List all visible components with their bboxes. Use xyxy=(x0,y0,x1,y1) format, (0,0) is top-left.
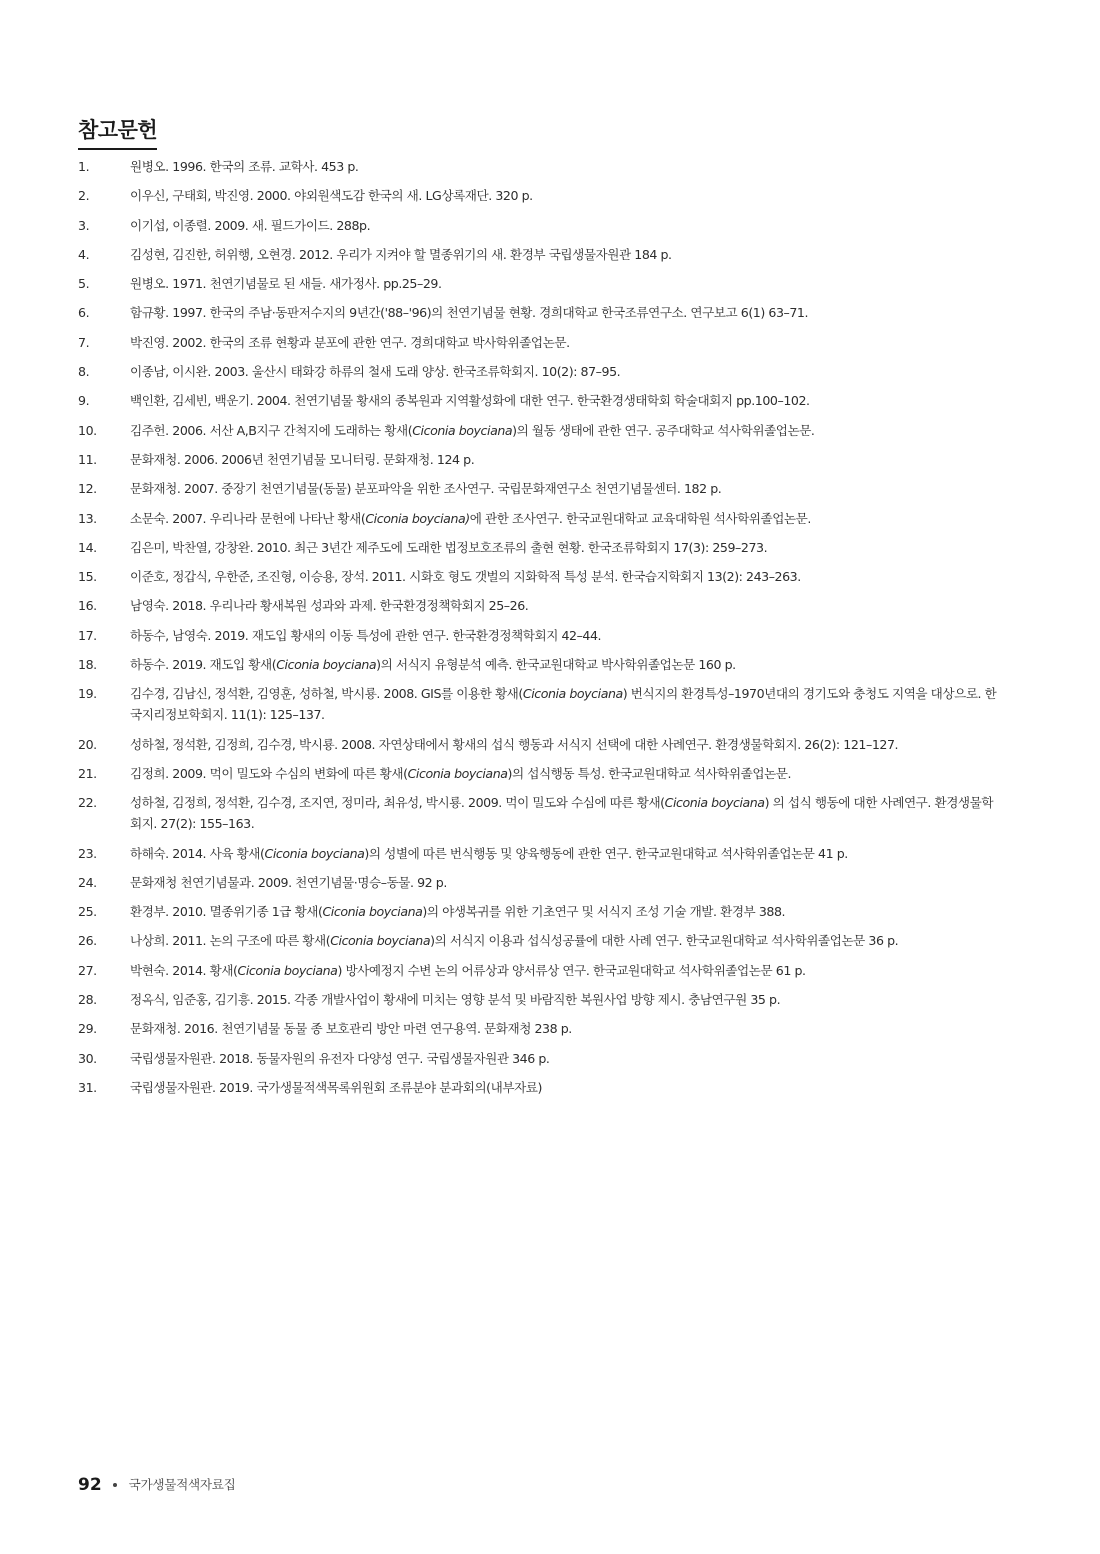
reference-text xyxy=(130,273,998,294)
species-name-italic: Ciconia boyciana xyxy=(276,657,377,673)
reference-item xyxy=(78,734,998,755)
reference-item xyxy=(78,1018,998,1039)
reference-text-segment: )의 서식지 유형분석 예측. 한국교원대학교 박사학위졸업논문 160 p. xyxy=(376,657,736,673)
reference-item xyxy=(78,683,998,725)
reference-text xyxy=(130,566,998,587)
reference-number: 29. xyxy=(78,1021,97,1037)
reference-text-segment: )의 성별에 따른 번식행동 및 양육행동에 관한 연구. 한국교원대학교 석사학위졸업논문 41 p. xyxy=(364,845,848,861)
reference-text-segment: 성하철, 김정희, 정석환, 김수경, 조지연, 정미라, 최유성, 박시룡. 2009. 먹이 밀도와 수심에 따른 황새( xyxy=(130,795,665,811)
reference-text-segment: 환경부. 2010. 멸종위기종 1급 황새( xyxy=(130,904,323,920)
reference-text-segment: 국립생물자원관. 2019. 국가생물적색목록위원회 조류분야 분과회의(내부자료) xyxy=(130,1079,542,1095)
reference-text-segment: ) 방사예정지 수변 논의 어류상과 양서류상 연구. 한국교원대학교 석사학위졸업논문 61 p. xyxy=(337,962,806,978)
reference-text xyxy=(130,960,998,981)
reference-list xyxy=(78,156,998,1106)
reference-text-segment: ) 의 섭식 행동에 대한 사례연구. 환경생물학회지. 27(2): 155–163. xyxy=(130,795,994,832)
reference-item xyxy=(78,792,998,834)
reference-item xyxy=(78,449,998,470)
reference-item xyxy=(78,420,998,441)
reference-item xyxy=(78,478,998,499)
reference-number: 14. xyxy=(78,539,97,555)
reference-item xyxy=(78,654,998,675)
reference-number: 8. xyxy=(78,364,90,380)
reference-number: 20. xyxy=(78,736,97,752)
reference-text xyxy=(130,734,998,755)
reference-text xyxy=(130,1048,998,1069)
reference-number: 23. xyxy=(78,845,97,861)
reference-number: 16. xyxy=(78,598,97,614)
reference-number: 7. xyxy=(78,334,90,350)
reference-text-segment: 하동수. 2019. 재도입 황새( xyxy=(130,657,277,673)
reference-number: 27. xyxy=(78,962,97,978)
reference-text xyxy=(130,390,998,411)
page-title: 참고문헌 xyxy=(78,117,157,150)
reference-text xyxy=(130,843,998,864)
reference-item xyxy=(78,843,998,864)
reference-text xyxy=(130,683,998,725)
reference-item xyxy=(78,508,998,529)
reference-text xyxy=(130,302,998,323)
reference-item xyxy=(78,960,998,981)
reference-number: 28. xyxy=(78,992,97,1008)
page-number: 92 xyxy=(78,1475,102,1495)
reference-number: 13. xyxy=(78,510,97,526)
reference-text xyxy=(130,508,998,529)
reference-text xyxy=(130,449,998,470)
reference-number: 5. xyxy=(78,276,90,292)
reference-number: 31. xyxy=(78,1079,97,1095)
reference-item xyxy=(78,901,998,922)
reference-item xyxy=(78,625,998,646)
reference-text-segment: 하해숙. 2014. 사육 황새( xyxy=(130,845,265,861)
reference-text-segment: 원병오. 1996. 한국의 조류. 교학사. 453 p. xyxy=(130,159,359,174)
species-name-italic: Ciconia boyciana xyxy=(237,962,338,978)
reference-text-segment: )의 섭식행동 특성. 한국교원대학교 석사학위졸업논문. xyxy=(507,765,792,781)
reference-number: 15. xyxy=(78,569,97,585)
reference-text-segment: 하동수, 남영숙. 2019. 재도입 황새의 이동 특성에 관한 연구. 한국환경정책학회지 42–44. xyxy=(130,627,602,643)
reference-text-segment: 에 관한 조사연구. 한국교원대학교 교육대학원 석사학위졸업논문. xyxy=(469,510,811,526)
reference-text-segment: )의 서식지 이용과 섭식성공률에 대한 사례 연구. 한국교원대학교 석사학위졸업논문 36 p. xyxy=(430,933,899,949)
reference-number: 12. xyxy=(78,481,97,497)
species-name-italic: Ciconia boyciana xyxy=(322,904,423,920)
species-name-italic: Ciconia boyciana xyxy=(407,765,508,781)
reference-text-segment: 문화재청 천연기념물과. 2009. 천연기념물·명승–동물. 92 p. xyxy=(130,874,447,890)
reference-text xyxy=(130,989,998,1010)
reference-text-segment: 이우신, 구태회, 박진영. 2000. 야외원색도감 한국의 새. LG상록재단. 320 p. xyxy=(130,188,533,204)
reference-item xyxy=(78,872,998,893)
reference-number: 6. xyxy=(78,305,90,321)
reference-item xyxy=(78,566,998,587)
reference-text xyxy=(130,763,998,784)
publication-title: 국가생물적색자료집 xyxy=(128,1477,236,1492)
reference-text-segment: 박진영. 2002. 한국의 조류 현황과 분포에 관한 연구. 경희대학교 박사학위졸업논문. xyxy=(130,334,570,350)
reference-number: 25. xyxy=(78,904,97,920)
reference-text-segment: 함규황. 1997. 한국의 주남·동판저수지의 9년간('88–'96)의 천연기념물 현황. 경희대학교 한국조류연구소. 연구보고 6(1) 63–71. xyxy=(130,305,809,321)
reference-item xyxy=(78,763,998,784)
reference-text-segment: 백인환, 김세빈, 백운기. 2004. 천연기념물 황새의 종복원과 지역활성화에 대한 연구. 한국환경생태학회 학술대회지 pp.100–102. xyxy=(130,393,810,409)
reference-text xyxy=(130,185,998,206)
page-footer xyxy=(78,1474,235,1496)
reference-number: 3. xyxy=(78,217,90,233)
reference-item xyxy=(78,1077,998,1098)
reference-text-segment: 성하철, 정석환, 김정희, 김수경, 박시룡. 2008. 자연상태에서 황새의 섭식 행동과 서식지 선택에 대한 사례연구. 환경생물학회지. 26(2): 121–127. xyxy=(130,736,899,752)
reference-text xyxy=(130,1018,998,1039)
reference-number: 9. xyxy=(78,393,90,409)
reference-text xyxy=(130,792,998,834)
reference-item xyxy=(78,273,998,294)
reference-item xyxy=(78,537,998,558)
reference-text-segment: 이준호, 정갑식, 우한준, 조진형, 이승용, 장석. 2011. 시화호 형도 갯벌의 지화학적 특성 분석. 한국습지학회지 13(2): 243–263. xyxy=(130,569,801,585)
reference-text xyxy=(130,654,998,675)
species-name-italic: Ciconia boyciana xyxy=(264,845,365,861)
reference-text xyxy=(130,332,998,353)
reference-number: 10. xyxy=(78,422,97,438)
reference-number: 1. xyxy=(78,159,90,174)
reference-number: 18. xyxy=(78,657,97,673)
reference-text-segment: 김은미, 박찬열, 강창완. 2010. 최근 3년간 제주도에 도래한 법정보호조류의 출현 현황. 한국조류학회지 17(3): 259–273. xyxy=(130,539,768,555)
reference-item xyxy=(78,332,998,353)
reference-text-segment: )의 월동 생태에 관한 연구. 공주대학교 석사학위졸업논문. xyxy=(512,422,815,438)
reference-text-segment: 김수경, 김남신, 정석환, 김영훈, 성하철, 박시룡. 2008. GIS를 이용한 황새( xyxy=(130,686,523,702)
reference-text-segment: 문화재청. 2006. 2006년 천연기념물 모니터링. 문화재청. 124 p. xyxy=(130,451,475,467)
reference-number: 22. xyxy=(78,795,97,811)
reference-number: 19. xyxy=(78,686,97,702)
reference-text xyxy=(130,595,998,616)
reference-item xyxy=(78,156,998,177)
reference-text xyxy=(130,420,998,441)
reference-item xyxy=(78,185,998,206)
reference-item xyxy=(78,361,998,382)
reference-text xyxy=(130,244,998,265)
reference-text-segment: 소문숙. 2007. 우리나라 문헌에 나타난 황새( xyxy=(130,510,366,526)
reference-text-segment: 남영숙. 2018. 우리나라 황새복원 성과와 과제. 한국환경정책학회지 25–26. xyxy=(130,598,529,614)
reference-text xyxy=(130,930,998,951)
bullet-separator-icon xyxy=(113,1483,117,1487)
reference-text xyxy=(130,872,998,893)
reference-text-segment: 김정희. 2009. 먹이 밀도와 수심의 변화에 따른 황새( xyxy=(130,765,408,781)
reference-text-segment: 국립생물자원관. 2018. 동물자원의 유전자 다양성 연구. 국립생물자원관 346 p. xyxy=(130,1050,550,1066)
species-name-italic: Ciconia boyciana xyxy=(522,686,623,702)
reference-number: 21. xyxy=(78,765,97,781)
reference-text-segment: 정옥식, 임준홍, 김기흥. 2015. 각종 개발사업이 황새에 미치는 영향 분석 및 바람직한 복원사업 방향 제시. 충남연구원 35 p. xyxy=(130,992,781,1008)
reference-text-segment: 박현숙. 2014. 황새( xyxy=(130,962,238,978)
reference-item xyxy=(78,244,998,265)
reference-item xyxy=(78,302,998,323)
reference-text xyxy=(130,215,998,236)
reference-text-segment: 김주헌. 2006. 서산 A,B지구 간척지에 도래하는 황새( xyxy=(130,422,413,438)
reference-number: 24. xyxy=(78,874,97,890)
reference-item xyxy=(78,215,998,236)
reference-text-segment: 이기섭, 이종렬. 2009. 새. 필드가이드. 288p. xyxy=(130,217,371,233)
reference-number: 17. xyxy=(78,627,97,643)
reference-text-segment: 문화재청. 2016. 천연기념물 동물 종 보호관리 방안 마련 연구용역. 문화재청 238 p. xyxy=(130,1021,572,1037)
reference-text-segment: 문화재청. 2007. 중장기 천연기념물(동물) 분포파악을 위한 조사연구. 국립문화재연구소 천연기념물센터. 182 p. xyxy=(130,481,722,497)
reference-text xyxy=(130,156,998,177)
reference-number: 26. xyxy=(78,933,97,949)
species-name-italic: Ciconia boyciana xyxy=(664,795,765,811)
reference-text xyxy=(130,1077,998,1098)
reference-text xyxy=(130,901,998,922)
species-name-italic: Ciconia boyciana xyxy=(412,422,513,438)
reference-text xyxy=(130,361,998,382)
reference-text-segment: 원병오. 1971. 천연기념물로 된 새들. 새가정사. pp.25–29. xyxy=(130,276,442,292)
reference-number: 11. xyxy=(78,451,97,467)
reference-text-segment: 이종남, 이시완. 2003. 울산시 태화강 하류의 철새 도래 양상. 한국조류학회지. 10(2): 87–95. xyxy=(130,364,621,380)
reference-text xyxy=(130,625,998,646)
reference-text xyxy=(130,537,998,558)
reference-number: 30. xyxy=(78,1050,97,1066)
reference-text xyxy=(130,478,998,499)
species-name-italic: Ciconia boyciana) xyxy=(365,510,470,526)
reference-text-segment: ) 번식지의 환경특성–1970년대의 경기도와 충청도 지역을 대상으로. 한국지리정보학회지. 11(1): 125–137. xyxy=(130,686,997,723)
reference-item xyxy=(78,390,998,411)
reference-item xyxy=(78,930,998,951)
reference-text-segment: 나상희. 2011. 논의 구조에 따른 황새( xyxy=(130,933,331,949)
reference-number: 2. xyxy=(78,188,90,204)
reference-text-segment: )의 야생복귀를 위한 기초연구 및 서식지 조성 기술 개발. 환경부 388. xyxy=(422,904,786,920)
reference-item xyxy=(78,989,998,1010)
reference-item xyxy=(78,1048,998,1069)
reference-number: 4. xyxy=(78,246,90,262)
reference-item xyxy=(78,595,998,616)
species-name-italic: Ciconia boyciana xyxy=(330,933,431,949)
reference-text-segment: 김성현, 김진한, 허위행, 오현경. 2012. 우리가 지켜야 할 멸종위기의 새. 환경부 국립생물자원관 184 p. xyxy=(130,246,672,262)
